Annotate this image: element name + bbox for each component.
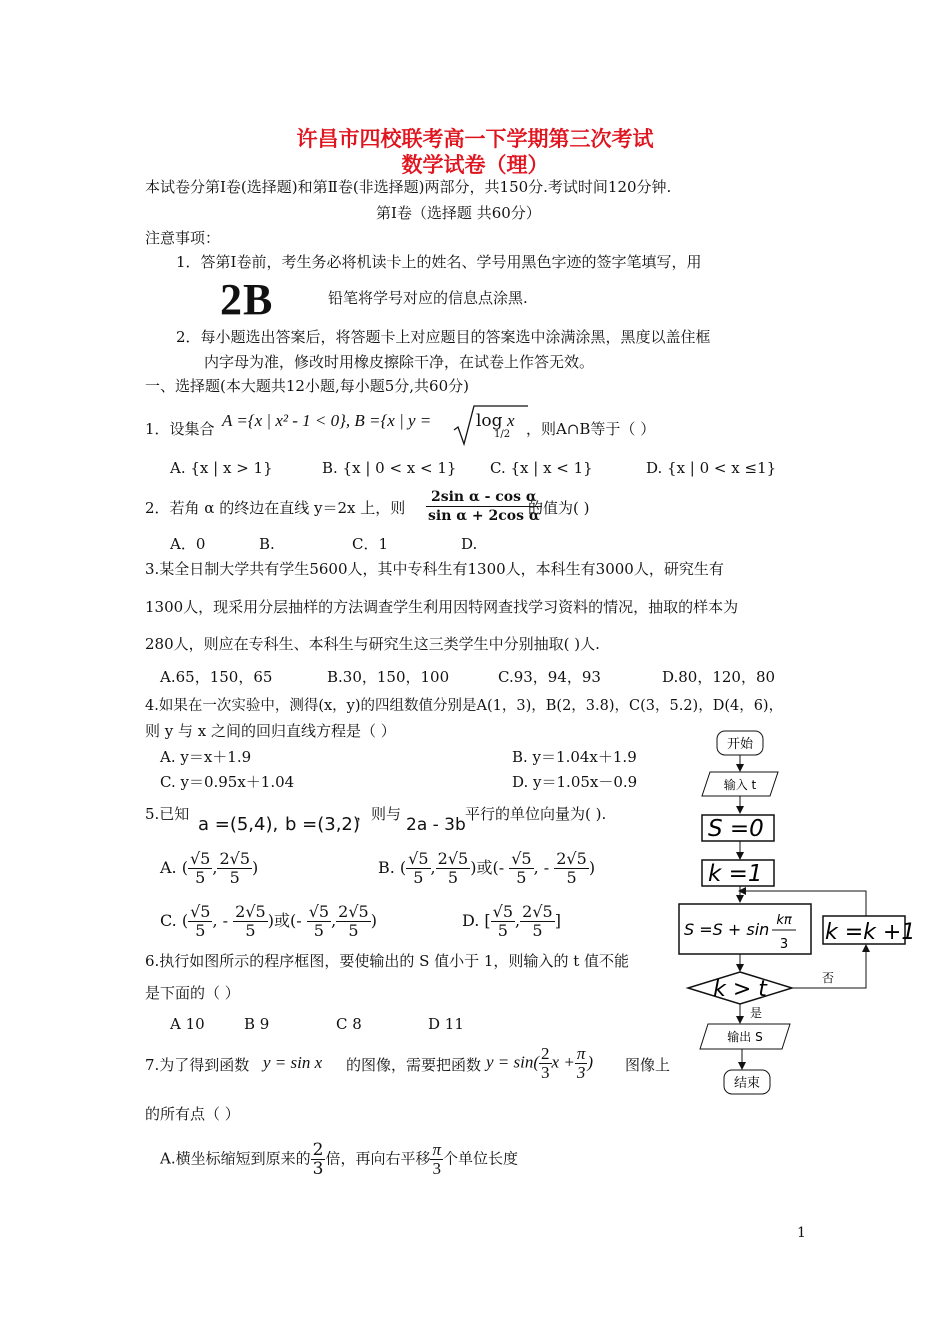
q5-option-d: D. [ $\frac{√5}{5}$ , $\frac{2√5}{5}$ ] <box>462 902 561 940</box>
five-text: 5 <box>497 921 508 940</box>
q2-option-b: B. <box>259 535 275 553</box>
q4-option-d: D. y＝1.05x－0.9 <box>512 773 638 791</box>
volume-heading: 第Ⅰ卷（选择题 共60分） <box>376 204 541 222</box>
q6-option-d: D 11 <box>428 1015 464 1033</box>
five-text: 5 <box>413 868 424 887</box>
notice-title: 注意事项： <box>145 229 221 247</box>
q3-line-2: 1300人，现采用分层抽样的方法调查学生利用因特网查找学习资料的情况，抽取的样本为 <box>145 598 739 616</box>
q5-mid: ，则与 <box>356 805 402 823</box>
q6-line-1: 6.执行如图所示的程序框图，要使输出的 S 值小于 1，则输入的 t 值不能 <box>145 952 630 970</box>
q1-log-arg: x <box>507 411 515 430</box>
five-text: 5 <box>195 868 206 887</box>
q4-line-1: 4.如果在一次实验中，测得(x，y)的四组数值分别是A(1，3)，B(2，3.8)，C(3，5.2)，D(4，6)， <box>145 698 784 714</box>
two-sqrt5-text: 2√5 <box>338 902 369 921</box>
q2-denominator: sin α + 2cos α <box>428 508 540 524</box>
q7-opt-frac-den: 3 <box>312 1159 324 1179</box>
page-subtitle: 数学试卷（理） <box>401 152 549 177</box>
q6-option-b: B 9 <box>244 1015 270 1033</box>
flow-no-label: 否 <box>822 971 835 985</box>
q1-option-d: D. {x | 0 < x ≤1} <box>646 459 777 477</box>
q1-sets: A ={x | x² - 1 < 0}, B ={x | y = <box>222 411 432 430</box>
two-sqrt5-text: 2√5 <box>235 902 266 921</box>
flow-kpi-text: kπ <box>776 913 792 928</box>
q6-option-c: C 8 <box>336 1015 362 1033</box>
q1-option-c: C. {x | x < 1} <box>490 459 593 477</box>
five-text: 5 <box>566 868 577 887</box>
q2-fraction <box>426 488 542 525</box>
page-number: 1 <box>797 1225 806 1241</box>
q5-suffix: 平行的单位向量为( ). <box>465 805 607 823</box>
q7-suffix: 图像上 <box>625 1056 671 1074</box>
q4-line-2: 则 y 与 x 之间的回归直线方程是（ ） <box>145 722 396 740</box>
flow-three-text: 3 <box>779 937 789 952</box>
q2-option-a: A．0 <box>170 535 206 553</box>
q7-pi: π <box>576 1044 586 1063</box>
sqrt5-text: √5 <box>511 849 532 868</box>
q5-option-b: B. ( $\frac{√5}{5}$ , $\frac{2√5}{5}$ )或(- $\frac{√5}{5}$ , - $\frac{2√5}{5}$ ) <box>378 849 596 887</box>
q5-label-b: B. <box>378 858 395 877</box>
q2-numerator: 2sin α - cos α <box>426 488 542 507</box>
q5-label-c: C. <box>160 911 177 930</box>
q5-label-a: A. <box>160 858 177 877</box>
q1-option-b: B. {x | 0 < x < 1} <box>322 459 457 477</box>
q4-option-a: A. y＝x＋1.9 <box>160 748 252 766</box>
q1-log: log <box>476 411 503 431</box>
flow-output-text: 输出 S <box>727 1030 763 1044</box>
q7-option-a-pre: A.横坐标缩短到原来的 <box>160 1149 311 1168</box>
q5-prefix: 5.已知 <box>145 805 190 823</box>
five-text: 5 <box>516 868 527 887</box>
q3-option-d: D.80，120，80 <box>662 668 776 686</box>
q3-line-1: 3.某全日制大学共有学生5600人，其中专科生有1300人，本科生有3000人，研究生有 <box>145 560 724 578</box>
or-text: 或 <box>273 911 290 930</box>
q5-label-d: D. <box>462 911 480 930</box>
flowchart <box>670 728 930 1098</box>
sqrt5-text: √5 <box>408 849 429 868</box>
q7-option-a-mid: 倍，再向右平移 <box>325 1149 431 1168</box>
flow-update-k-text: k =k +1 <box>825 920 916 945</box>
five-text: 5 <box>229 868 240 887</box>
flow-start-text: 开始 <box>726 737 754 752</box>
q7-line-2: 的所有点（ ） <box>145 1105 240 1123</box>
q2-suffix: 的值为( ) <box>528 499 590 517</box>
q7-frac-den: 3 <box>541 1063 550 1082</box>
q7-func-2b: x + <box>551 1052 575 1072</box>
flow-yes-label: 是 <box>750 1006 763 1020</box>
five-text: 5 <box>313 921 324 940</box>
five-text: 5 <box>348 921 359 940</box>
q7-opt-frac-num: 2 <box>312 1140 324 1160</box>
q7-func-1: y = sin x <box>263 1053 323 1072</box>
q7-func-2a: y = sin( <box>486 1052 540 1072</box>
q5-vector-a: a =(5,4), <box>198 814 279 835</box>
five-text: 5 <box>245 921 256 940</box>
five-text: 5 <box>447 868 459 887</box>
q7-option-a-suf: 个单位长度 <box>442 1149 518 1168</box>
sqrt5-text: √5 <box>308 902 330 921</box>
q5-option-c: C. ( $\frac{√5}{5}$ , - $\frac{2√5}{5}$ )或(- $\frac{√5}{5}$ , $\frac{2√5}{5}$ ) <box>160 902 377 940</box>
notice-2a: 2．每小题选出答案后，将答题卡上对应题目的答案选中涂满涂黑，黑度以盖住框 <box>176 328 711 346</box>
q1-prefix: 1．设集合 <box>145 420 215 438</box>
sqrt5-text: √5 <box>189 849 211 868</box>
five-text: 5 <box>532 921 543 940</box>
q7-prefix: 7.为了得到函数 <box>145 1056 250 1074</box>
notice-1b: 铅笔将学号对应的信息点涂黑. <box>328 289 528 307</box>
q3-option-b: B.30，150，100 <box>327 668 450 686</box>
q4-option-b: B. y＝1.04x＋1.9 <box>512 748 637 766</box>
q6-option-a: A 10 <box>170 1015 205 1033</box>
q5-expression: 2a - 3b <box>406 815 466 835</box>
flow-init-s-text: S =0 <box>708 816 764 842</box>
flow-init-k-text: k =1 <box>708 861 763 887</box>
q1-option-a: A. {x | x > 1} <box>170 459 273 477</box>
q2-option-d: D. <box>461 535 478 553</box>
flow-update-s-text: S =S + sin <box>684 920 770 939</box>
q3-line-3: 280人，则应在专科生、本科生与研究生这三类学生中分别抽取( )人. <box>145 635 600 653</box>
two-sqrt5-text: 2√5 <box>219 849 250 868</box>
q2-option-c: C．1 <box>352 535 389 553</box>
flow-input-text: 输入 t <box>723 778 757 792</box>
q7-mid: 的图像，需要把函数 <box>346 1056 482 1074</box>
q2-prefix: 2．若角 α 的终边在直线 y＝2x 上，则 <box>145 499 406 517</box>
big-2b-label: 2B <box>220 275 274 324</box>
q1-log-base: 1/2 <box>494 429 511 440</box>
q7-opt-pi-den: 3 <box>432 1159 441 1178</box>
q1-suffix: ，则A∩B等于（ ） <box>526 420 656 438</box>
q6-line-2: 是下面的（ ） <box>145 984 240 1002</box>
page-title: 许昌市四校联考高一下学期第三次考试 <box>296 126 654 151</box>
q7-frac-den-2: 3 <box>576 1063 586 1082</box>
intro-line: 本试卷分第Ⅰ卷(选择题)和第Ⅱ卷(非选择题)两部分，共150分.考试时间120分钟. <box>145 178 672 196</box>
q7-frac-num: 2 <box>541 1044 550 1063</box>
two-sqrt5-text: 2√5 <box>522 902 553 921</box>
q3-option-c: C.93，94，93 <box>498 668 601 686</box>
or-text: 或 <box>476 858 493 877</box>
two-sqrt5-text: 2√5 <box>437 849 469 868</box>
two-sqrt5-text: 2√5 <box>556 849 587 868</box>
notice-2b: 内字母为准，修改时用橡皮擦除干净，在试卷上作答无效。 <box>204 353 595 371</box>
sqrt5-text: √5 <box>190 902 211 921</box>
q7-option-a <box>160 1141 518 1178</box>
flow-decision-text: k > t <box>713 977 767 1002</box>
sqrt5-text: √5 <box>492 902 514 921</box>
q3-option-a: A.65，150，65 <box>160 668 273 686</box>
q7-func-2c: ) <box>587 1052 594 1072</box>
q5-option-a: A. ( $\frac{√5}{5}$ , $\frac{2√5}{5}$ ) <box>160 849 259 887</box>
q7-func-2 <box>486 1045 593 1082</box>
five-text: 5 <box>195 921 206 940</box>
flow-end-text: 结束 <box>733 1076 761 1091</box>
q5-vector-b: b =(3,2) <box>285 814 360 835</box>
notice-1: 1．答第Ⅰ卷前，考生务必将机读卡上的姓名、学号用黑色字迹的签字笔填写，用 <box>176 253 702 271</box>
q4-option-c: C. y＝0.95x＋1.04 <box>160 773 295 791</box>
section-heading: 一、选择题(本大题共12小题,每小题5分,共60分) <box>145 377 469 395</box>
q7-opt-pi: π <box>432 1140 441 1159</box>
